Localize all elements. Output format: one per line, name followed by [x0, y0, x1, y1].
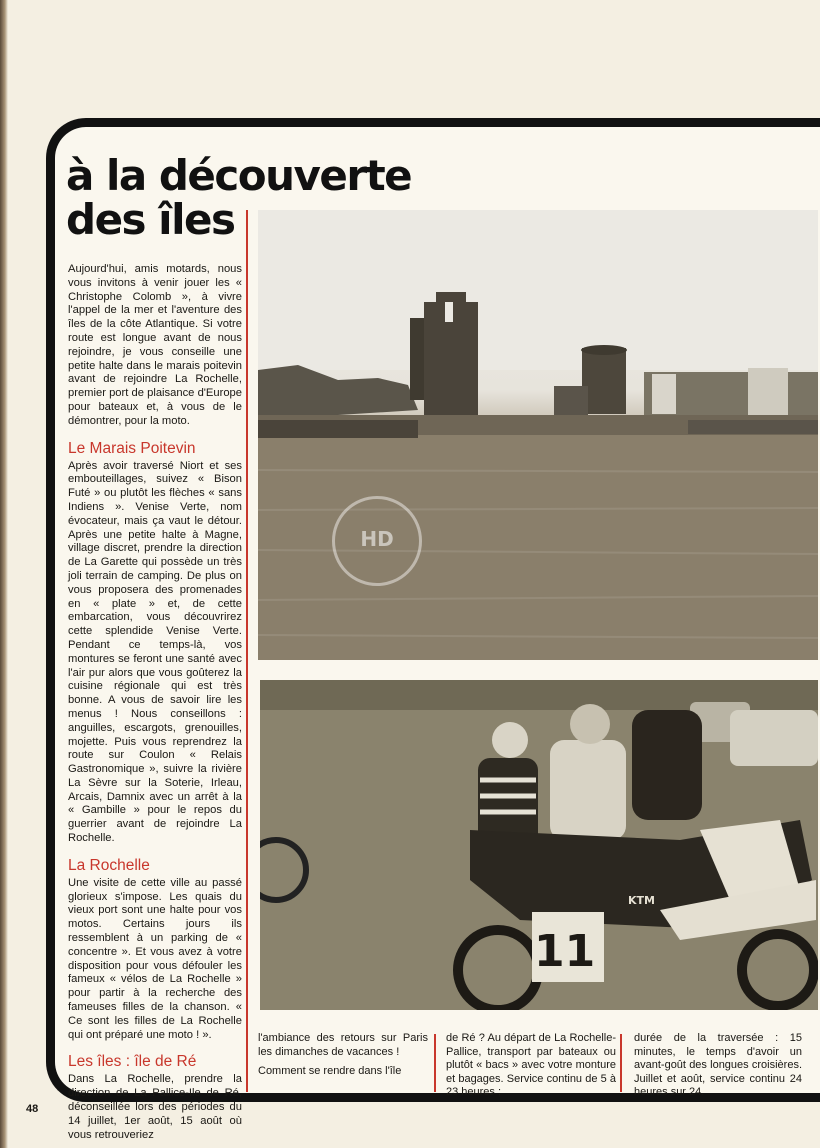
section-heading-marais: Le Marais Poitevin [68, 439, 196, 457]
title-line-1: à la découverte [66, 151, 412, 200]
continuation-column-3 [634, 1032, 802, 1106]
continuation-column-1 [258, 1032, 428, 1085]
left-text-column [68, 263, 242, 1142]
intro-paragraph: Aujourd'hui, amis motards, nous vous invitons à venir jouer les « Christophe Colomb », à vivre l'appel de la mer et l'aventure des îles de la côte Atlantique. Si votre route est longue avant de nous rejoindre, je vous conseille une petite halte dans le marais poitevin avant de rejoindre La Rochelle, premier port de plaisance d'Europe pour bateaux et, à vous de le démontrer, pour la moto. [68, 263, 242, 427]
continuation-col1-paragraph2: Comment se rendre dans l'île [258, 1065, 402, 1077]
port-towers-photo [258, 210, 818, 660]
port-towers-photo-icon [258, 210, 818, 660]
motorcycle-riders-photo [260, 680, 818, 1010]
continuation-col1-paragraph1: l'ambiance des retours sur Paris les dimanches de vacances ! [258, 1032, 428, 1058]
bike-brand-label: KTM [628, 894, 655, 907]
page-edge-strip [0, 0, 8, 1148]
column-divider-1 [434, 1034, 436, 1092]
section-heading-ile-de-re: Les îles : île de Ré [68, 1053, 197, 1071]
section-text-ile-de-re: Dans La Rochelle, prendre la direction de La Pallice-Ile de Ré, déconseillée lors des périodes du 14 juillet, 1er août, 15 août où vous retrouveriez [68, 1073, 242, 1141]
watermark-badge: HD [332, 496, 422, 586]
section-text-la-rochelle: Une visite de cette ville au passé glorieux s'impose. Les quais du vieux port sont une halte pour vos motos. Certains jours ils ressemblent à un parking de « concentre ». Et vous avez à votre disposition pour vous défouler les fameux « vélos de La Rochelle » pour partir à la recherche des fameuses filles de la chanson. « Ce sont les filles de La Rochelle qui ont préparé une moto ! ». [68, 876, 242, 1041]
title-line-2: des îles [66, 195, 235, 244]
left-column-red-rule [246, 210, 248, 1092]
continuation-col2-paragraph: de Ré ? Au départ de La Rochelle-Pallice, transport par bateaux ou plutôt « bacs » avec votre monture et bagages. Service continu de 5 à 23 heures ; [446, 1032, 616, 1098]
page-number: 48 [26, 1103, 39, 1115]
continuation-col3-paragraph: durée de la traversée : 15 minutes, le temps d'avoir un avant-goût des longues croisières. Juillet et août, service continu 24 heures sur 24. [634, 1032, 802, 1098]
continuation-column-2 [446, 1032, 616, 1106]
section-text-marais: Après avoir traversé Niort et ses embouteillages, suivez « Bison Futé » ou plutôt les flèches « sans Indiens ». Venise Verte, nom évocateur, mais ça vaut le détour. Après une petite halte à Magne, village discret, prendre la direction de La Garette qui possède un très joli terrain de camping. De plus on vous proposera des promenades en « plate » et, de cette embarcation, vous découvrirez cette splendide Venise Verte. Pendant ce temps-là, vos montures se feront une santé avec l'air pur alors que vous goûterez la cuisine régionale qui est très bonne. A vous de savoir lire les menus ! Nous conseillons : anguilles, escargots, grenouilles, mojette. Puis vous reprendrez la route sur Coulon « Relais Gastronomique », suivre la rivière La Sèvre sur la Soterie, Irleau, Arcais, Damnix avec un arrêt à la « Gambille » pour le repos du guerrier avant de rejoindre La Rochelle. [68, 459, 242, 845]
section-heading-la-rochelle: La Rochelle [68, 856, 150, 874]
column-divider-2 [620, 1034, 622, 1092]
race-plate-number: 11 [534, 926, 596, 977]
